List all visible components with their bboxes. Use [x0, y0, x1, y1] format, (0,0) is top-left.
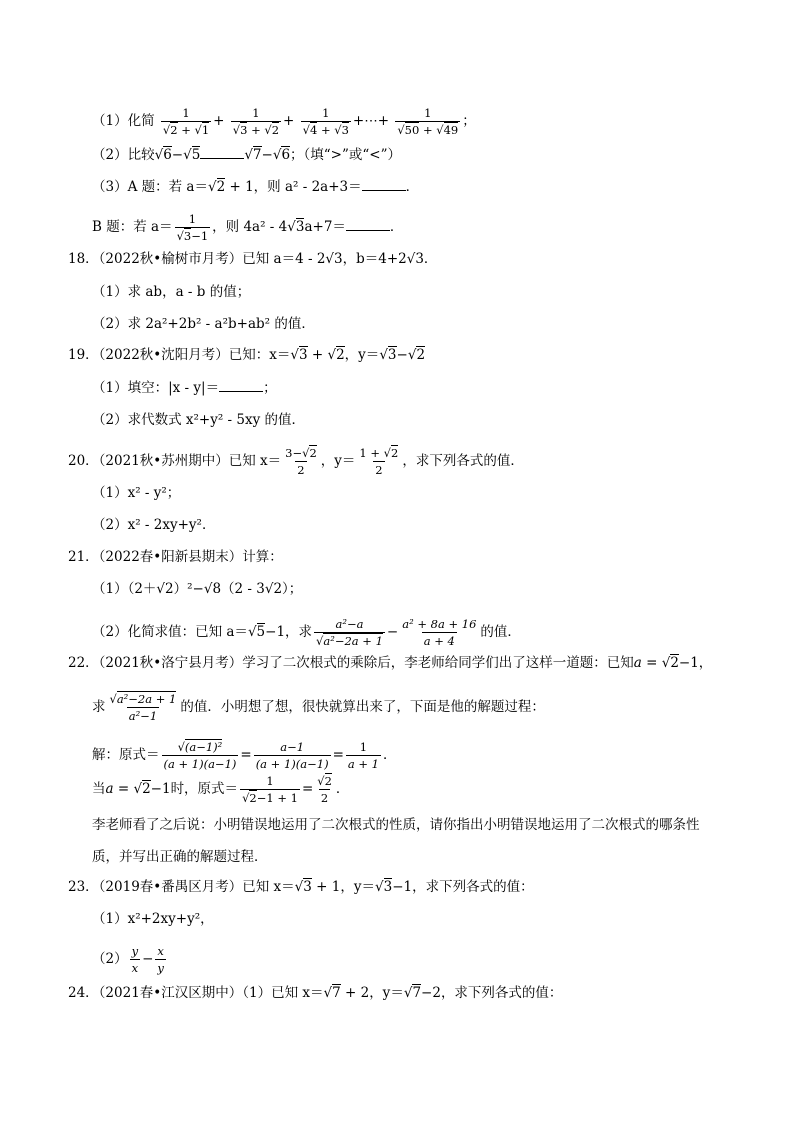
p22-stem-text: 22．（2021秋•洛宁县月考）学习了二次根式的乘除后，李老师给同学们出了这样一道题：已知 [68, 655, 634, 671]
p17-part3-blank[interactable] [362, 178, 406, 191]
p17-partB-mid: ，则 4a² - 4 [212, 219, 288, 235]
p17-partB: B 题：若 a＝ $\frac{1}{√3-1}$ ，则 4a² - 4√3a+7＝ ． [92, 212, 404, 243]
p24-stem-prefix: 24．（2021春•江汉区期中）（1）已知 x＝ [68, 985, 324, 1001]
p22-solution-prefix: 解：原式＝ [92, 747, 160, 763]
p17-part1-suffix: ； [462, 113, 476, 129]
p22-line2: 求 $\frac{\text{√a²−2a + 1}}{\text{a²−1}}$ 的值．小明想了想，很快就算出来了，下面是他的解题过程： [92, 692, 545, 723]
p19-part2: （2）求代数式 x²+y² - 5xy 的值． [92, 412, 306, 428]
p24-stem-suffix: ，求下列各式的值： [440, 985, 563, 1001]
p23-part1: （1）x²+2xy+y²， [92, 911, 214, 927]
p17-part2-label: （2）比较 [92, 147, 155, 163]
p19-stem-prefix: 19．（2022秋•沈阳月考）已知：x＝ [68, 347, 291, 363]
p21-part2-suffix: 的值． [480, 624, 521, 640]
p23-part2: （2） $\frac{y}{x}$ − $\frac{x}{y}$ [92, 944, 164, 975]
p23-stem: 23．（2019春•番禺区月考）已知 x＝√3 + 1，y＝√3−1，求下列各式的值： [68, 879, 534, 895]
p23-stem-prefix: 23．（2019春•番禺区月考）已知 x＝ [68, 879, 295, 895]
p23-stem-suffix: ，求下列各式的值： [412, 879, 534, 895]
p21-stem: 21．（2022春•阳新县期末）计算： [68, 549, 283, 565]
p17-part2-blank[interactable] [200, 146, 244, 159]
p22-teacher2: 质，并写出正确的解题过程． [92, 849, 268, 865]
p22-stem: 22．（2021秋•洛宁县月考）学习了二次根式的乘除后，李老师给同学们出了这样一道题：已知a = √2−1， [68, 655, 713, 671]
p19-part1-text: （1）填空：|x - y|＝ [92, 380, 220, 396]
p20-stem-mid: ，y＝ [320, 453, 356, 469]
p18-stem: 18．（2022秋•榆树市月考）已知 a＝4 - 2√3，b＝4+2√3． [68, 251, 438, 267]
p19-stem: 19．（2022秋•沈阳月考）已知：x＝√3 + √2，y＝√3−√2 [68, 347, 426, 363]
p24-stem: 24．（2021春•江汉区期中）（1）已知 x＝√7 + 2，y＝√7−2，求下列各式的值： [68, 985, 563, 1001]
p23-part2-label: （2） [92, 951, 128, 967]
p17-part3: （3）A 题：若 a＝√2 + 1，则 a² - 2a+3＝ ． [92, 179, 420, 195]
p17-partB-mid2: a+7＝ [304, 219, 346, 235]
p22-teacher1: 李老师看了之后说：小明错误地运用了二次根式的性质，请你指出小明错误地运用了二次根式的哪条性 [92, 817, 700, 833]
p22-solution: 解：原式＝ $\frac{\text{√(a−1)²}}{(a + 1)(a-1)}$ = $\frac{a-1}{(a + 1)(a-1)}$ = $\frac{1}{a + 1}$ ． [92, 740, 397, 771]
p19-part1 [92, 379, 277, 397]
p17-partB-suffix: ． [389, 219, 404, 235]
p19-part1-suffix: ； [263, 380, 277, 396]
p21-part1: （1）（2＋√2）²−√8（2 - 3√2）； [92, 581, 303, 597]
p20-stem: 20．（2021秋•苏州期中）已知 x＝ $\frac{3-√2}{2}$ ，y＝ $\frac{1 + √2}{2}$ ，求下列各式的值． [68, 446, 524, 477]
p17-part3-label: （3）A 题：若 a＝ [92, 179, 208, 195]
p18-part2: （2）求 2a²+2b² - a²b+ab² 的值． [92, 316, 315, 332]
p20-part2: （2）x² - 2xy+y²． [92, 517, 216, 533]
p21-part2-prefix: （2）化简求值：已知 a＝ [92, 624, 248, 640]
p24-stem-mid: ，y＝ [369, 985, 404, 1001]
p23-stem-mid: ，y＝ [340, 879, 375, 895]
p20-stem-prefix: 20．（2021秋•苏州期中）已知 x＝ [68, 453, 282, 469]
p22-line2-prefix: 求 [92, 699, 106, 715]
p22-when-mid: 时，原式＝ [170, 781, 239, 797]
p17-partB-label: B 题：若 a＝ [92, 219, 173, 235]
p18-part1: （1）求 ab，a - b 的值； [92, 284, 251, 300]
p17-part2-suffix: ；（填“>”或“<”） [290, 147, 402, 163]
p17-part2: （2）比较√6−√5 √7−√6；（填“>”或“<”） [92, 147, 402, 163]
p19-stem-mid: ，y＝ [344, 347, 380, 363]
p21-part2-mid: ，求 [285, 624, 313, 640]
p17-part3-mid: ，则 a² - 2a+3＝ [253, 179, 362, 195]
p22-when-prefix: 当 [92, 781, 106, 797]
p22-line2-suffix: 的值．小明想了想，很快就算出来了，下面是他的解题过程： [180, 699, 545, 715]
p17-part3-suffix: ． [405, 179, 420, 195]
p17-part1: （1）化简 $\frac{1}{√2 + √1}$ + $\frac{1}{√3 + √2}$ + $\frac{1}{√4 + √3}$ +⋯+ $\frac{1}{√50 + √49}$ ； [92, 106, 476, 137]
p22-when: 当a = √2−1时，原式＝ $\frac{1}{√2-1 + 1}$ = $\frac{√2}{2}$ ． [92, 774, 350, 805]
p17-part1-label: （1）化简 [92, 113, 155, 129]
p19-part1-blank[interactable] [219, 379, 263, 392]
p20-stem-suffix: ，求下列各式的值． [402, 453, 524, 469]
p20-part1: （1）x² - y²； [92, 485, 181, 501]
p21-part2: （2）化简求值：已知 a＝√5−1，求 $\frac{\text{a²−a}}{\text{√a²−2a + 1}}$ − $\frac{\text{a² + 8a + 16}}{a + 4}$ 的值． [92, 617, 521, 648]
p17-partB-blank[interactable] [346, 218, 390, 231]
